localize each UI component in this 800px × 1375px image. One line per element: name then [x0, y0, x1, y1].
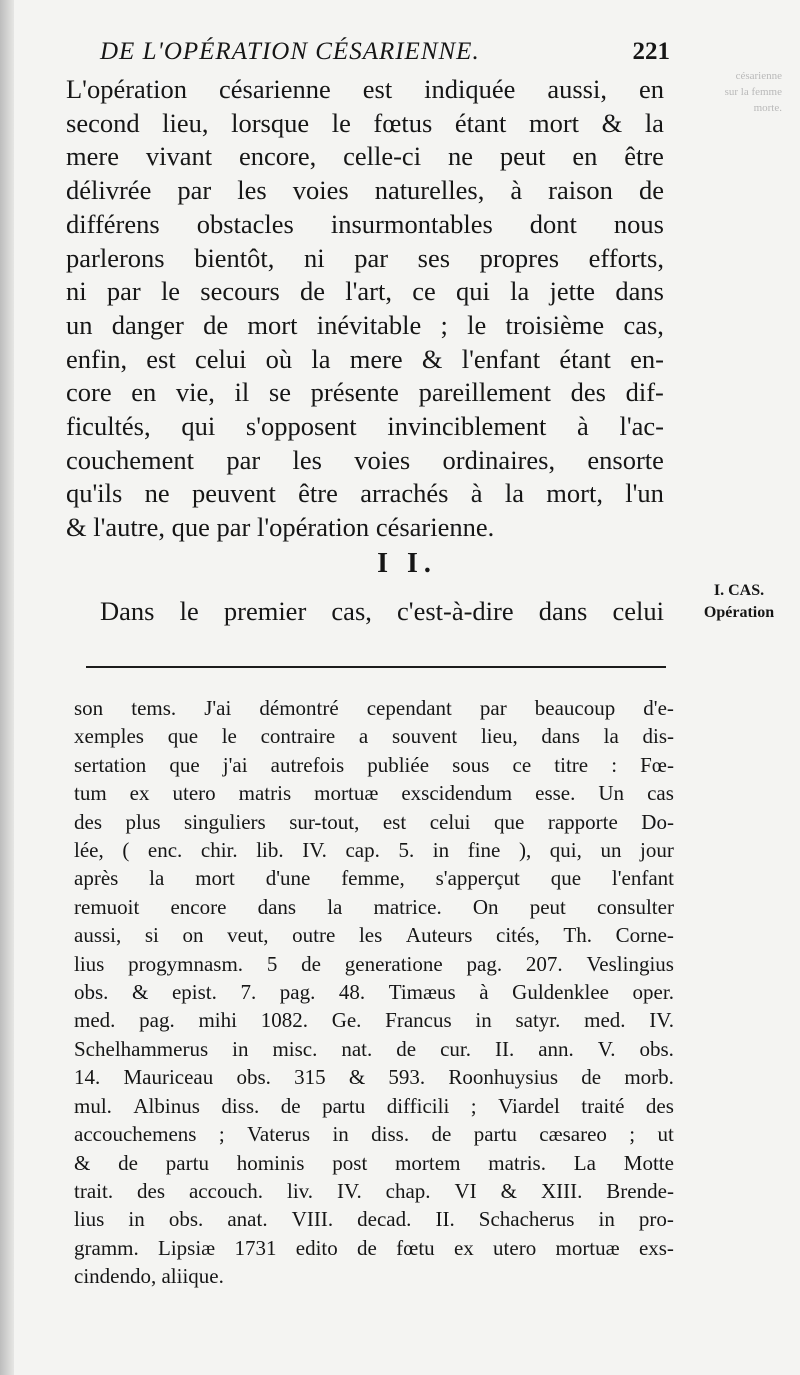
body-line: différens obstacles insurmontables dont nous	[66, 208, 664, 239]
footnote-line: mul. Albinus diss. de partu difficili ; Viardel traité des	[74, 1093, 674, 1118]
body-line: qu'ils ne peuvent être arrachés à la mort, l'un	[66, 478, 664, 509]
body-line: délivrée par les voies naturelles, à raison de	[66, 175, 664, 206]
footnote-line: des plus singuliers sur-tout, est celui que rapporte Do-	[74, 809, 674, 834]
footnote-line: 14. Mauriceau obs. 315 & 593. Roonhuysius de morb.	[74, 1065, 674, 1090]
footnote-line: tum ex utero matris mortuæ exscidendum esse. Un cas	[74, 781, 674, 806]
body-line: core en vie, il se présente pareillement des dif-	[66, 377, 664, 408]
body-line: ficultés, qui s'opposent invinciblement à l'ac-	[66, 411, 664, 442]
body-line: parlerons bientôt, ni par ses propres efforts,	[66, 242, 664, 273]
footnote-line: lée, ( enc. chir. lib. IV. cap. 5. in fine ), qui, un jour	[74, 838, 674, 863]
running-header	[100, 38, 670, 66]
book-page	[14, 0, 800, 1375]
body-line: un danger de mort inévitable ; le troisième cas,	[66, 309, 664, 340]
body-line: ni par le secours de l'art, ce qui la jette dans	[66, 276, 664, 307]
body-line: couchement par les voies ordinaires, ensorte	[66, 444, 664, 475]
section-first-line: Dans le premier cas, c'est-à-dire dans celui	[100, 596, 664, 626]
bleed-line: césarienne	[735, 70, 782, 82]
running-title: DE L'OPÉRATION CÉSARIENNE.	[100, 38, 480, 65]
body-line: mere vivant encore, celle-ci ne peut en être	[66, 141, 664, 172]
footnote-rule	[86, 666, 666, 668]
margin-note-line: Opération	[703, 604, 775, 621]
page-number: 221	[632, 38, 670, 65]
footnote-line: son tems. J'ai démontré cependant par beaucoup d'e-	[74, 696, 674, 720]
bleed-through-text	[712, 68, 782, 116]
footnote-line: aussi, si on veut, outre les Auteurs cités, Th. Corne-	[74, 923, 674, 948]
bleed-line: morte.	[753, 102, 782, 114]
margin-note-line: I. CAS.	[713, 582, 765, 599]
footnote-line: cindendo, aliique.	[74, 1264, 224, 1289]
footnote-line: xemples que le contraire a souvent lieu, dans la dis-	[74, 724, 674, 749]
footnote-line: sertation que j'ai autrefois publiée sous ce titre : Fœ-	[74, 752, 674, 777]
footnote-line: med. pag. mihi 1082. Ge. Francus in satyr. med. IV.	[74, 1008, 674, 1033]
footnote-line: obs. & epist. 7. pag. 48. Timæus à Guldenklee oper.	[74, 980, 674, 1005]
footnote-line: trait. des accouch. liv. IV. chap. VI & XIII. Brende-	[74, 1178, 674, 1203]
body-line: second lieu, lorsque le fœtus étant mort & la	[66, 107, 664, 138]
footnote-line: remuoit encore dans la matrice. On peut consulter	[74, 894, 674, 919]
footnote-line: Schelhammerus in misc. nat. de cur. II. ann. V. obs.	[74, 1036, 674, 1061]
footnote-line: lius in obs. anat. VIII. decad. II. Schacherus in pro-	[74, 1207, 674, 1232]
footnote-line: accouchemens ; Vaterus in diss. de partu cæsareo ; ut	[74, 1122, 674, 1147]
footnote-line: lius progymnasm. 5 de generatione pag. 207. Veslingius	[74, 951, 674, 976]
body-line: L'opération césarienne est indiquée aussi, en	[66, 74, 664, 104]
section-heading: I I.	[377, 548, 437, 579]
bleed-line: sur la femme	[724, 86, 782, 98]
footnote-line: après la mort d'une femme, s'apperçut que l'enfant	[74, 866, 674, 891]
footnote	[74, 694, 674, 1291]
body-line: & l'autre, que par l'opération césarienne.	[66, 512, 495, 543]
body-line: enfin, est celui où la mere & l'enfant étant en-	[66, 343, 664, 374]
footnote-line: & de partu hominis post mortem matris. La Motte	[74, 1150, 674, 1175]
page-edge-shadow	[0, 0, 14, 1375]
main-text	[66, 73, 664, 545]
margin-note	[678, 580, 800, 624]
footnote-line: gramm. Lipsiæ 1731 edito de fœtu ex utero mortuæ exs-	[74, 1235, 674, 1260]
